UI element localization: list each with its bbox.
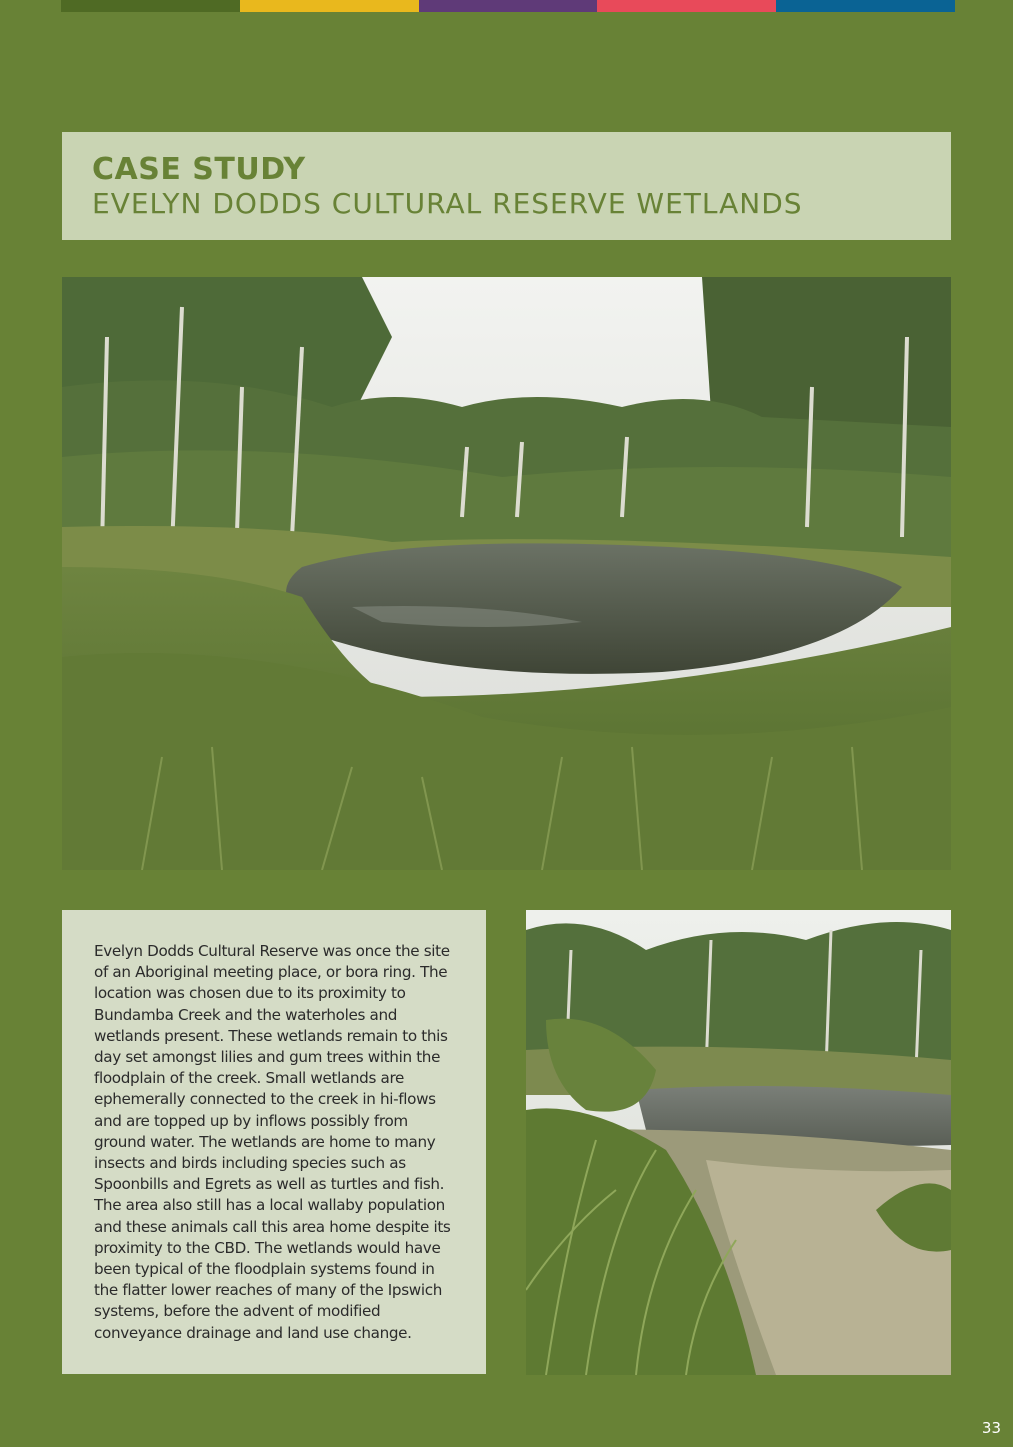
- wetland-photo-main: [62, 277, 951, 870]
- case-study-label: CASE STUDY: [92, 152, 306, 187]
- color-stripe-bar: [61, 0, 955, 12]
- stripe-segment: [419, 0, 598, 12]
- stripe-segment: [61, 0, 240, 12]
- page-title: EVELYN DODDS CULTURAL RESERVE WETLANDS: [92, 187, 803, 220]
- stripe-segment: [776, 0, 955, 12]
- page-number: 33: [981, 1419, 1001, 1437]
- case-study-header: [62, 132, 951, 240]
- description-panel: [62, 910, 486, 1374]
- stripe-segment: [240, 0, 419, 12]
- wetland-photo-secondary: [526, 910, 951, 1375]
- description-text: Evelyn Dodds Cultural Reserve was once the site of an Aboriginal meeting place, or bora ring. The location was chosen due to its proximity to Bundamba Creek and the waterholes and wetlands present. These wetlands remain to this day set amongst lilies and gum trees within the floodplain of the creek. Small wetlands are ephemerally connected to the creek in hi-flows and are topped up by inflows possibly from ground water. The wetlands are home to many insects and birds including species such as Spoonbills and Egrets as well as turtles and fish. The area also still has a local wallaby population and these animals call this area home despite its proximity to the CBD. The wetlands would have been typical of the floodplain systems found in the flatter lower reaches of many of the Ipswich systems, before the advent of modified conveyance drainage and land use change.: [94, 942, 451, 1342]
- stripe-segment: [597, 0, 776, 12]
